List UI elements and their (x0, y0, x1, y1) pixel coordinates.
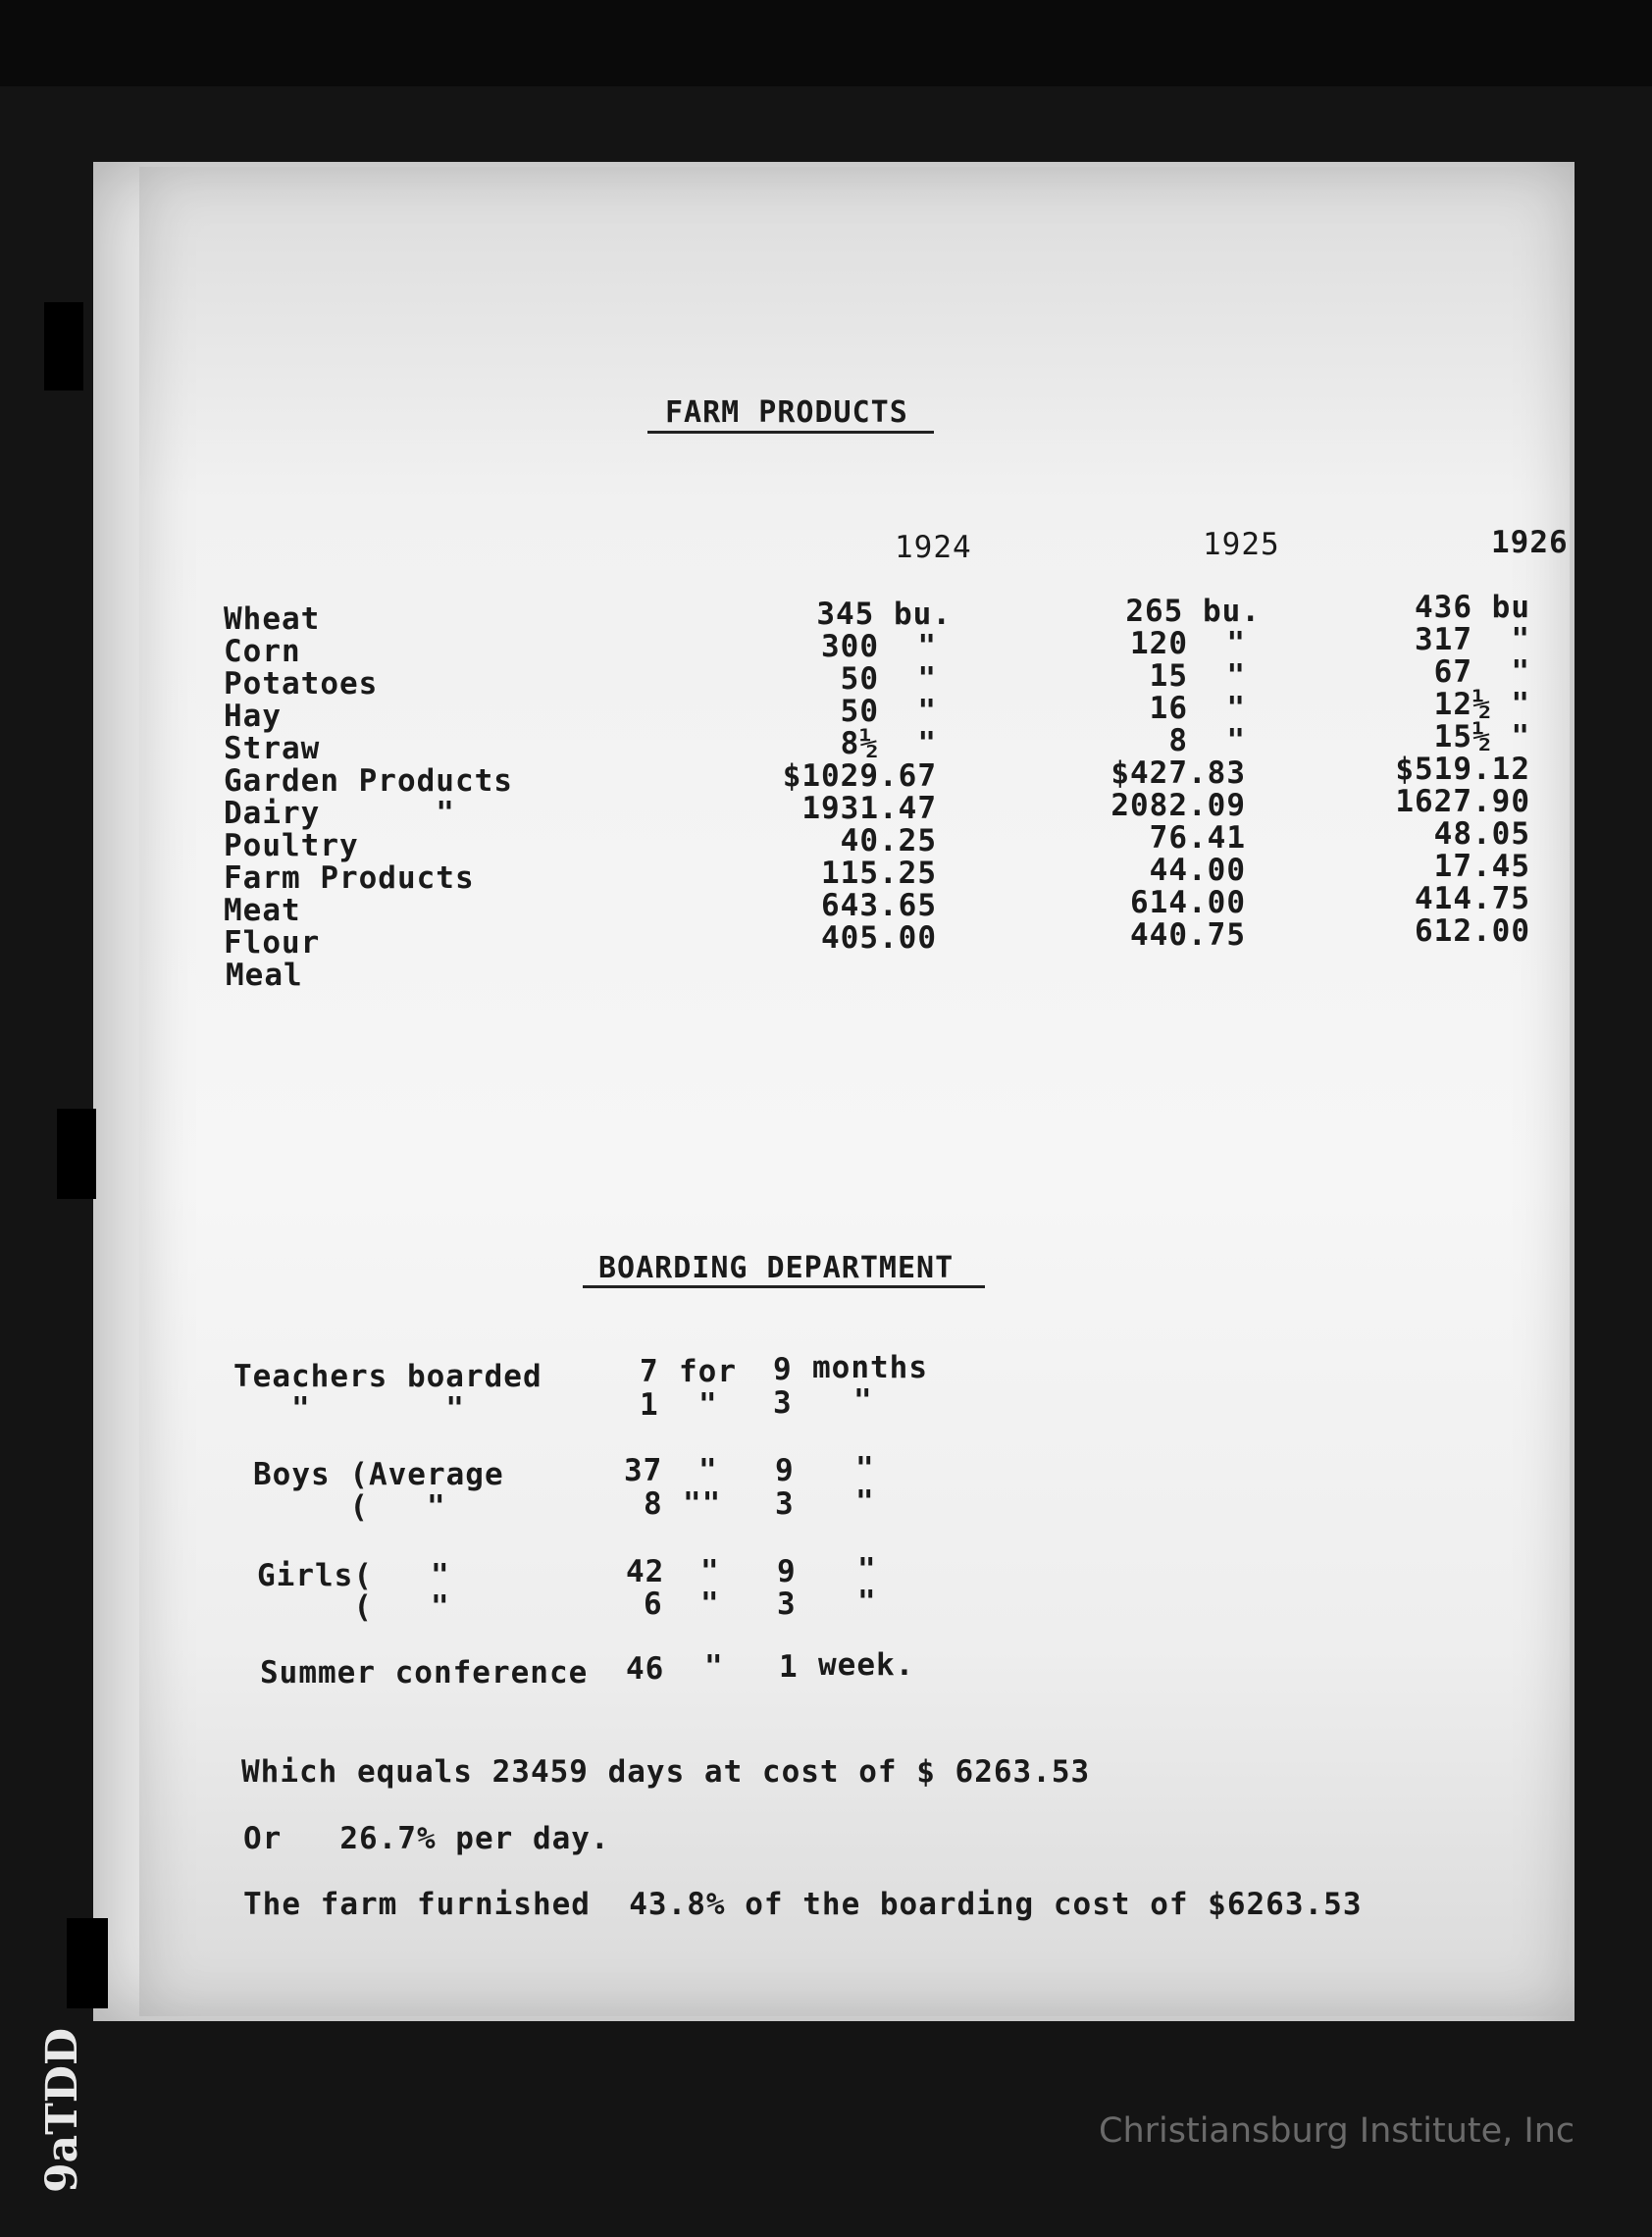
row-label-garden-products: Garden Products (224, 763, 513, 799)
row-label-poultry: Poultry (224, 828, 359, 863)
cell-1924-flour: 405.00 (821, 920, 937, 956)
film-marker-bottom (67, 1918, 108, 2008)
cell-1925-meat: 614.00 (1130, 885, 1246, 920)
cell-1925-flour: 440.75 (1130, 917, 1246, 953)
cell-1926-wheat: 436 bu (1415, 590, 1530, 625)
boarding-row-boys-2-unit: " (855, 1484, 875, 1520)
cell-1925-dairy: 2082.09 (1110, 788, 1246, 823)
cell-1925-hay: 16 " (1149, 691, 1246, 726)
cell-1926-meat: 414.75 (1415, 881, 1530, 916)
row-label-hay: Hay (224, 699, 282, 734)
row-label-corn: Corn (224, 634, 301, 669)
cell-1924-potatoes: 50 " (840, 661, 937, 697)
boarding-row-girls-count: 42 (626, 1554, 665, 1589)
watermark: Christiansburg Institute, Inc (1099, 2111, 1575, 2151)
boarding-row-teachers-2-for: " (698, 1387, 718, 1423)
cell-1924-dairy: 1931.47 (801, 791, 937, 826)
cell-1924-straw: 8½ " (840, 726, 937, 761)
boarding-row-teachers-count: 7 (640, 1354, 659, 1389)
cell-1926-potatoes: 67 " (1433, 654, 1530, 690)
row-label-flour: Flour (224, 925, 321, 961)
cell-1926-dairy: 1627.90 (1395, 784, 1530, 819)
year-header-1926: 1926 (1491, 525, 1569, 560)
cell-1926-farm-products: 17.45 (1433, 849, 1530, 884)
cell-1926-hay: 12½ " (1433, 687, 1530, 722)
boarding-row-girls-period: 9 (777, 1554, 797, 1589)
boarding-row-girls: Girls( " (257, 1558, 450, 1593)
boarding-row-teachers-2-unit: " (853, 1383, 873, 1419)
cell-1926-straw: 15½ " (1433, 719, 1530, 754)
boarding-row-summer-for: " (704, 1649, 724, 1685)
boarding-row-girls-2-period: 3 (777, 1587, 797, 1622)
row-label-farm-products: Farm Products (224, 860, 475, 896)
boarding-row-boys-unit: " (855, 1451, 875, 1486)
summary-line-days: Which equals 23459 days at cost of $ 6263.53 (241, 1754, 1091, 1790)
boarding-row-teachers-2-count: 1 (640, 1387, 659, 1423)
cell-1925-straw: 8 " (1168, 723, 1246, 758)
row-label-dairy: Dairy " (224, 796, 455, 831)
film-marker-middle (57, 1109, 96, 1199)
cell-1926-corn: 317 " (1415, 622, 1530, 657)
boarding-row-boys-2-count: 8 (644, 1486, 663, 1522)
boarding-row-boys: Boys (Average (253, 1457, 504, 1492)
cell-1924-wheat: 345 bu. (816, 597, 952, 632)
film-marker-top (44, 302, 83, 390)
boarding-row-boys-for: " (698, 1453, 718, 1488)
boarding-row-boys-period: 9 (775, 1453, 795, 1488)
cell-1925-garden-products: $427.83 (1110, 755, 1246, 791)
cell-1924-farm-products: 115.25 (821, 856, 937, 891)
cell-1925-farm-products: 44.00 (1149, 853, 1246, 888)
cell-1926-garden-products: $519.12 (1395, 752, 1530, 787)
boarding-row-teachers-unit: months (812, 1350, 928, 1385)
row-label-straw: Straw (224, 731, 321, 766)
boarding-row-boys-count: 37 (624, 1453, 663, 1488)
row-label-meal: Meal (226, 958, 303, 993)
boarding-row-summer-period: 1 (779, 1649, 799, 1685)
boarding-row-boys-2-period: 3 (775, 1486, 795, 1522)
row-label-meat: Meat (224, 893, 301, 928)
film-side-label: 9aTDD (37, 2027, 87, 2193)
document-page (139, 167, 1570, 2016)
summary-line-farm-furnished: The farm furnished 43.8% of the boarding cost of $6263.53 (243, 1887, 1363, 1922)
cell-1924-garden-products: $1029.67 (782, 758, 937, 794)
boarding-title: BOARDING DEPARTMENT (598, 1251, 955, 1285)
boarding-row-teachers-2-period: 3 (773, 1385, 793, 1421)
farm-products-title-underline (647, 431, 934, 434)
cell-1925-wheat: 265 bu. (1125, 594, 1261, 629)
boarding-row-teachers: Teachers boarded (233, 1359, 542, 1394)
cell-1924-hay: 50 " (840, 694, 937, 729)
boarding-row-summer-count: 46 (626, 1651, 665, 1687)
boarding-row-summer-conference: Summer conference (260, 1655, 589, 1691)
boarding-row-girls-unit: " (857, 1552, 877, 1587)
row-label-wheat: Wheat (224, 601, 321, 637)
year-header-1924: 1924 (895, 530, 972, 565)
boarding-row-girls-2: ( " (257, 1589, 450, 1625)
boarding-row-teachers-period: 9 (773, 1352, 793, 1387)
cell-1925-corn: 120 " (1130, 626, 1246, 661)
cell-1924-poultry: 40.25 (840, 823, 937, 858)
summary-line-per-day: Or 26.7% per day. (243, 1821, 610, 1856)
cell-1925-poultry: 76.41 (1149, 820, 1246, 856)
cell-1924-meat: 643.65 (821, 888, 937, 923)
boarding-row-boys-2-for: "" (683, 1486, 722, 1522)
boarding-row-girls-2-for: " (700, 1587, 720, 1622)
boarding-row-girls-2-count: 6 (644, 1587, 663, 1622)
row-label-potatoes: Potatoes (224, 666, 379, 702)
cell-1924-corn: 300 " (821, 629, 937, 664)
boarding-row-girls-for: " (700, 1554, 720, 1589)
boarding-row-summer-unit: week. (818, 1647, 915, 1683)
cell-1926-poultry: 48.05 (1433, 816, 1530, 852)
boarding-row-teachers-2: " " (233, 1391, 465, 1427)
farm-products-title: FARM PRODUCTS (665, 395, 908, 430)
cell-1926-flour: 612.00 (1415, 913, 1530, 949)
boarding-title-underline (583, 1285, 985, 1288)
boarding-row-teachers-for: for (679, 1354, 737, 1389)
boarding-row-boys-2: ( " (253, 1489, 446, 1525)
cell-1925-potatoes: 15 " (1149, 658, 1246, 694)
boarding-row-girls-2-unit: " (857, 1585, 877, 1620)
year-header-1925: 1925 (1203, 527, 1280, 562)
